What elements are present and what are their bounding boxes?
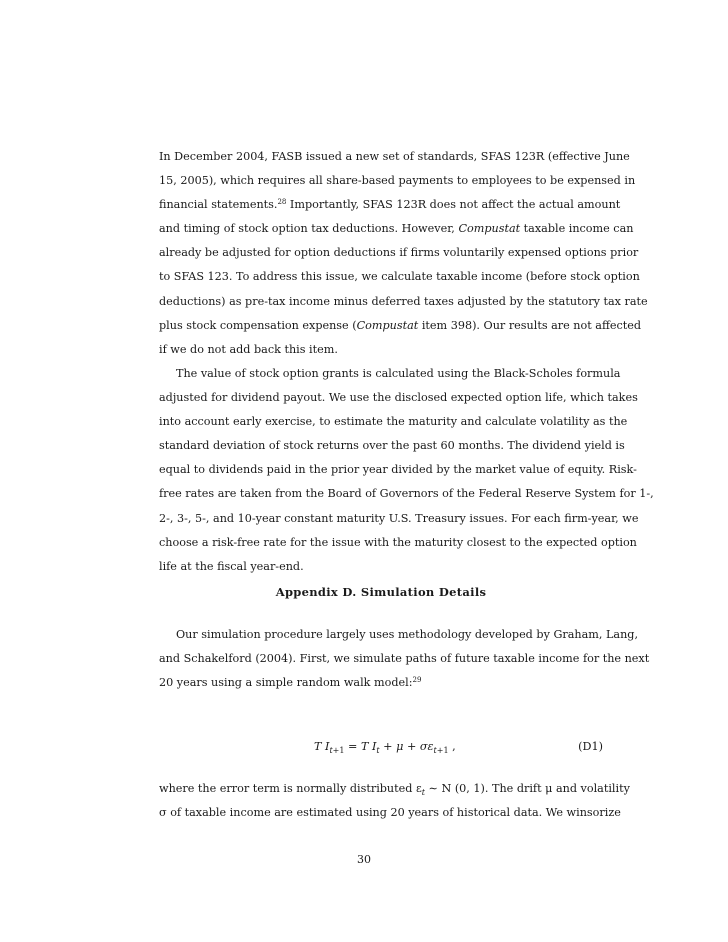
text-line: standard deviation of stock returns over the past 60 months. The dividend yield is: [159, 439, 625, 453]
equation-number: (D1): [578, 740, 603, 753]
text-line: 20 years using a simple random walk model:$^{29}$: [159, 676, 422, 690]
text-line: into account early exercise, to estimate the maturity and calculate volatility as the: [159, 415, 628, 429]
text-line: The value of stock option grants is calculated using the Black-Scholes formula: [176, 367, 621, 380]
text-line: life at the fiscal year-end.: [159, 559, 304, 573]
text-line: where the error term is normally distributed $\varepsilon_t$ ∼ N (0, 1). The drift μ and volatility: [159, 782, 630, 797]
text-line: 15, 2005), which requires all share-based payments to employees to be expensed in: [159, 174, 636, 188]
text-line: and Schakelford (2004). First, we simulate paths of future taxable income for the next: [159, 652, 650, 666]
section-heading: Appendix D. Simulation Details: [275, 585, 487, 599]
paragraph-sfas-123r: [159, 145, 648, 362]
text-line: plus stock compensation expense (Compustat item 398). Our results are not affected: [159, 318, 642, 332]
text-line: and timing of stock option tax deductions. However, Compustat taxable income can: [159, 222, 634, 236]
paragraph-error-term: [159, 777, 630, 825]
paragraph-black-scholes: [159, 362, 654, 579]
text-line: already be adjusted for option deductions if firms voluntarily expensed options prior: [159, 246, 639, 260]
footnote-marker[interactable]: 29: [412, 676, 422, 685]
equation-d1: [159, 740, 603, 760]
text-line: In December 2004, FASB issued a new set of standards, SFAS 123R (effective June: [159, 150, 630, 163]
footnote-marker[interactable]: 28: [277, 198, 287, 207]
equation-body: T $I_{t+1} = T$ $I_t + \mu + \sigma\varepsilon_{t+1}$ ,: [314, 740, 456, 755]
text-line: free rates are taken from the Board of Governors of the Federal Reserve System for 1-,: [159, 487, 654, 501]
text-line: choose a risk-free rate for the issue with the maturity closest to the expected option: [159, 535, 637, 549]
text-line: 2-, 3-, 5-, and 10-year constant maturity U.S. Treasury issues. For each firm-year, we: [159, 511, 639, 525]
paragraph-simulation: [159, 623, 650, 695]
page-number: 30: [357, 853, 371, 866]
text-line: Our simulation procedure largely uses methodology developed by Graham, Lang,: [176, 628, 639, 641]
text-line: if we do not add back this item.: [159, 342, 338, 356]
text-line: σ of taxable income are estimated using 20 years of historical data. We winsorize: [159, 806, 621, 820]
text-line: equal to dividends paid in the prior year divided by the market value of equity. Risk-: [159, 463, 637, 477]
text-line: financial statements.$^{28}$ Importantly, SFAS 123R does not affect the actual amount: [159, 198, 621, 212]
text-line: deductions) as pre-tax income minus deferred taxes adjusted by the statutory tax rate: [159, 294, 648, 308]
text-line: adjusted for dividend payout. We use the disclosed expected option life, which takes: [159, 391, 638, 405]
text-line: to SFAS 123. To address this issue, we calculate taxable income (before stock option: [159, 270, 640, 284]
